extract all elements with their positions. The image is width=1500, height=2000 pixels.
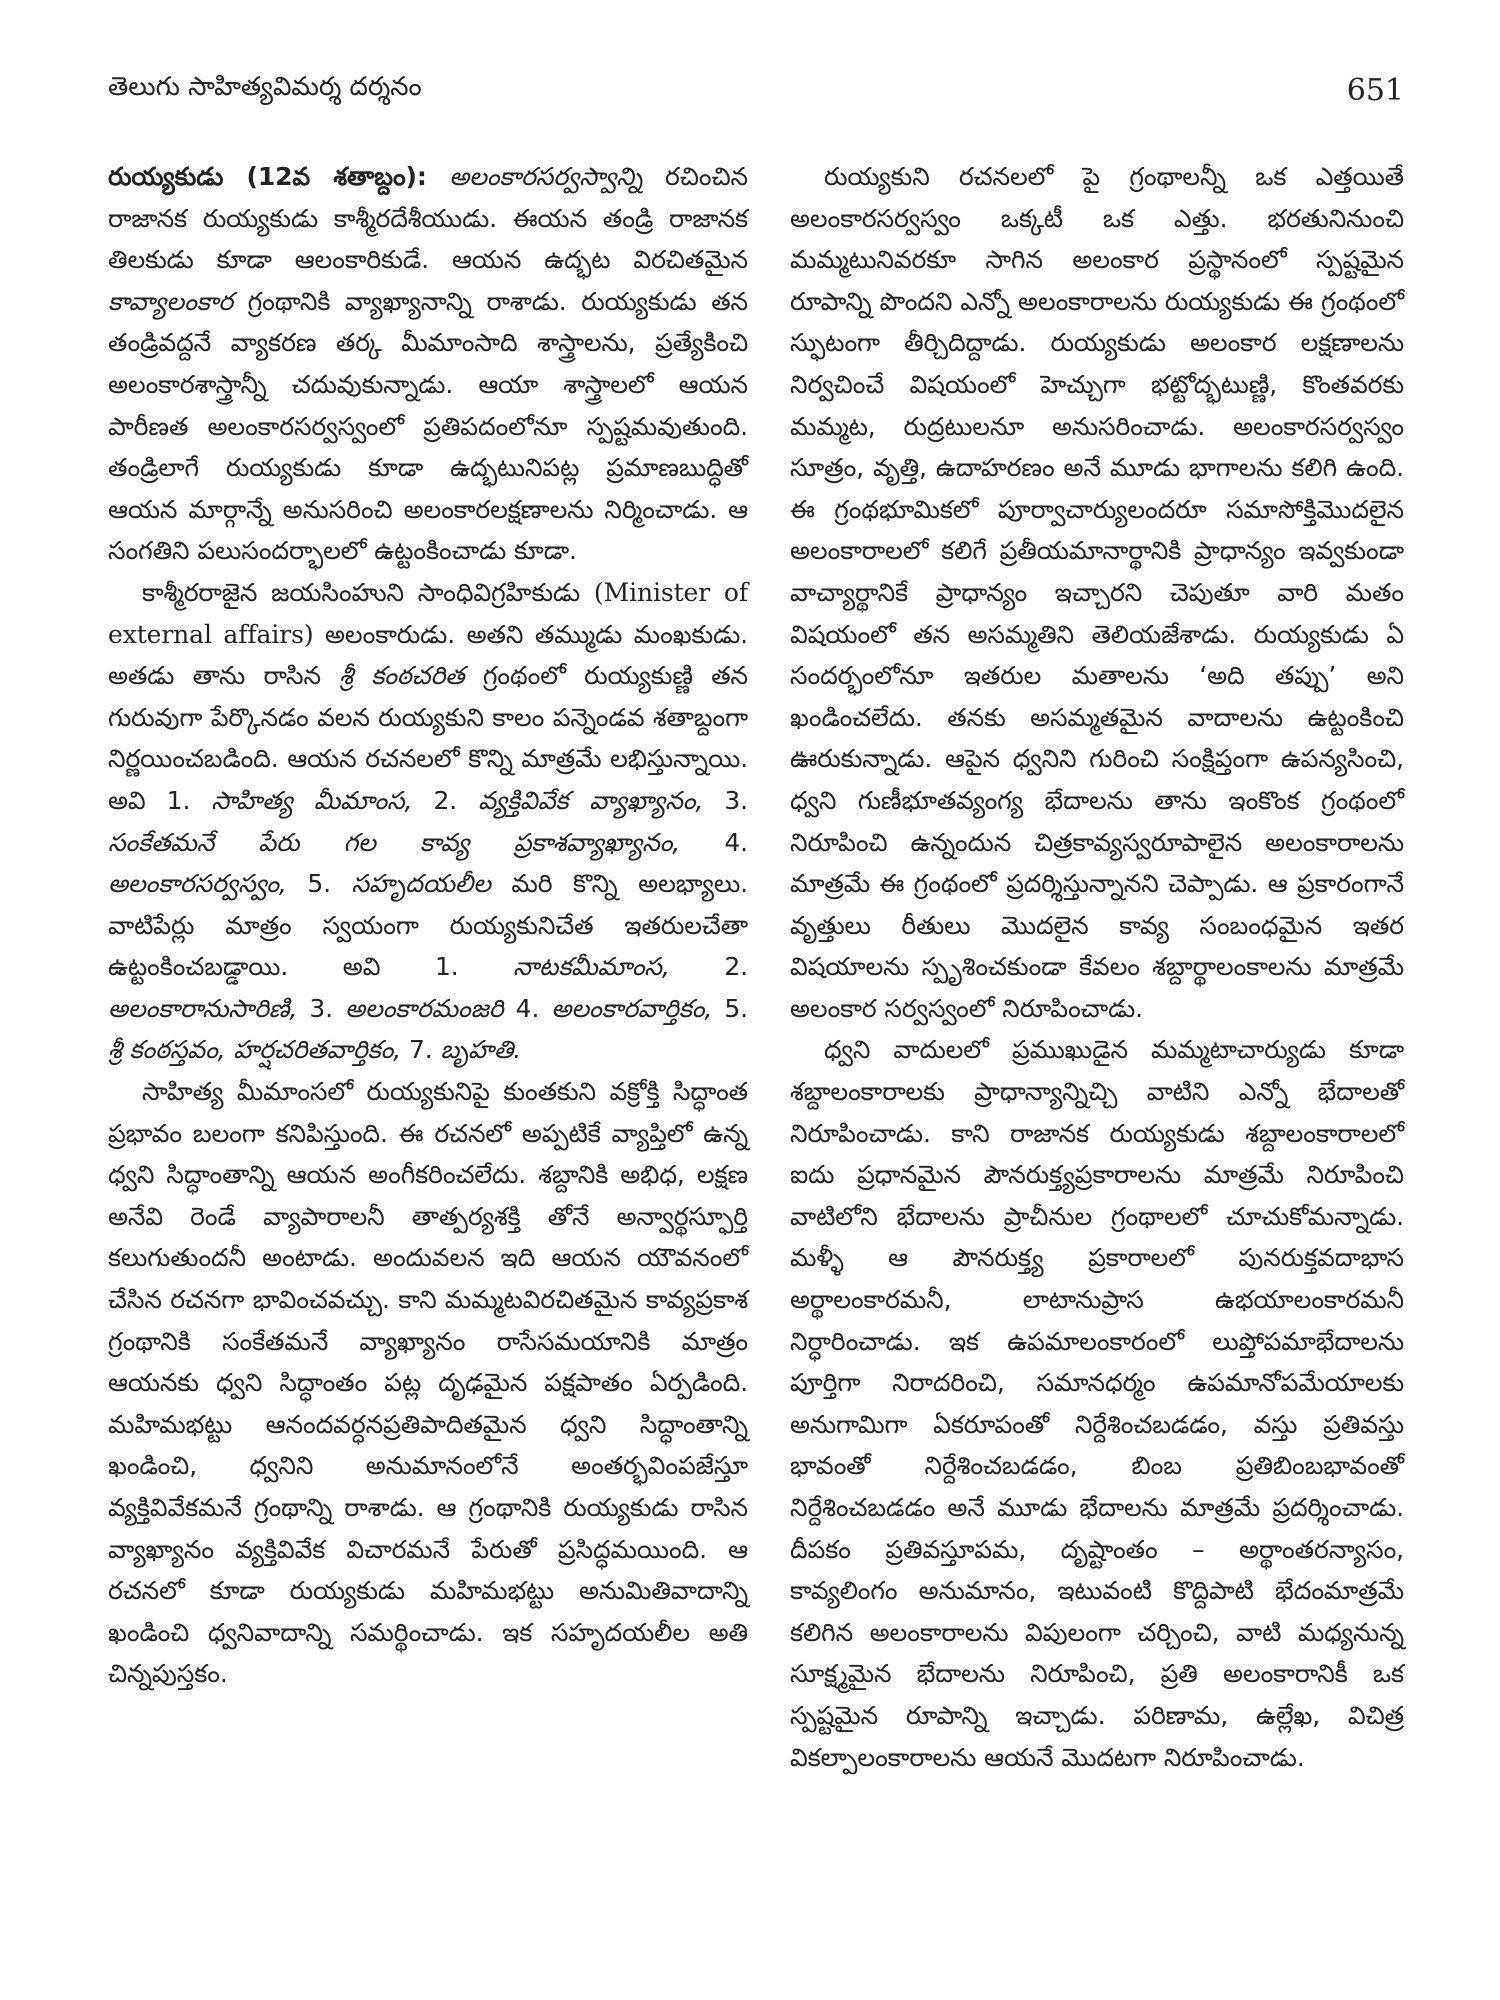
body-text: మరి కొన్ని అలభ్యాలు. వాటిపేర్లు మాత్రం స్వయంగా రుయ్యకునిచేత ఇతరులచేతా ఉట్టంకించబడ్డాయి. అవి 1.	[108, 869, 748, 982]
work-title: అలంకారానుసారిణి,	[108, 993, 298, 1023]
list-number: 4.	[515, 993, 540, 1023]
work-title: శ్రీ కంఠచరిత	[339, 661, 465, 691]
paragraph: రుయ్యకుని రచనలలో పై గ్రంథాలన్నీ ఒక ఎత్తయితే అలంకారసర్వస్వం ఒక్కటీ ఒక ఎత్తు. భరతునినుంచి మమ్మటునివరకూ సాగిన అలంకార ప్రస్థానంలో స్పష్టమైన రూపాన్ని పొందని ఎన్నో అలంకారాలను రుయ్యకుడు ఈ గ్రంథంలో స్ఫుటంగా తీర్చిదిద్దాడు. రుయ్యకుడు అలంకార లక్షణాలను నిర్వచించే విషయంలో హెచ్చుగా భట్టోద్భటుణ్ణి, కొంతవరకు మమ్మట, రుద్రటులనూ అనుసరించాడు. అలంకారసర్వస్వం సూత్రం, వృత్తి, ఉదాహరణం అనే మూడు భాగాలను కలిగి ఉంది. ఈ గ్రంథభూమికలో పూర్వాచార్యులందరూ సమాసోక్తిమొదలైన అలంకారాలలో కలిగే ప్రతీయమానార్థానికి ప్రాధాన్యం ఇవ్వకుండా వాచ్యార్థానికే ప్రాధాన్యం ఇచ్చారని చెపుతూ వారి మతం విషయంలో తన అసమ్మతిని తెలియజేశాడు. రుయ్యకుడు ఏ సందర్భంలోనూ ఇతరుల మతాలను ‘అది తప్పు’ అని ఖండించలేదు. తనకు అసమ్మతమైన వాదాలను ఉట్టంకించి ఊరుకున్నాడు. ఆపైన ధ్వనిని గురించి సంక్షిప్తంగా ఉపన్యసించి, ధ్వని గుణీభూతవ్యంగ్య భేదాలను తాను ఇంకొంక గ్రంథంలో నిరూపించి ఉన్నందున చిత్రకావ్యస్వరూపాలైన అలంకారాలను మాత్రమే ఈ గ్రంథంలో ప్రదర్శిస్తున్నానని చెప్పాడు. ఆ ప్రకారంగానే వృత్తులు రీతులు మొదలైన కావ్య సంబంధమైన ఇతర విషయాలను స్పృశించకుండా కేవలం శబ్దార్థాలంకాలను మాత్రమే అలంకార సర్వస్వంలో నిరూపించాడు.	[790, 162, 1404, 1023]
work-title: అలంకారవార్తికం,	[551, 993, 713, 1023]
section-heading: రుయ్యకుడు (12వ శతాబ్దం):	[108, 162, 427, 191]
work-title: సంకేతమనే పేరు గల కావ్య ప్రకాశవ్యాఖ్యానం,	[108, 827, 681, 857]
list-number: 5.	[307, 869, 331, 899]
work-title: వ్యక్తివివేక వ్యాఖ్యానం,	[478, 785, 704, 815]
body-text: రచించిన రాజానక రుయ్యకుడు కాశ్మీరదేశీయుడు. ఈయన తండ్రి రాజానక తిలకుడు కూడా ఆలంకారికుడే. ఆయన ఉద్భట విరచితమైన	[108, 162, 748, 275]
work-title: అలంకారసర్వస్వం,	[108, 869, 287, 899]
list-number: 3.	[724, 785, 749, 815]
list-number: 5.	[724, 993, 748, 1023]
work-title: అలంకారమంజరి	[345, 993, 504, 1023]
paragraph	[108, 572, 748, 1071]
work-title: నాటకమీమాంస,	[513, 952, 670, 982]
list-number: 2.	[724, 952, 748, 982]
paragraph: సాహిత్య మీమాంసలో రుయ్యకునిపై కుంతకుని వక్రోక్తి సిద్ధాంత ప్రభావం బలంగా కనిపిస్తుంది. ఈ రచనలో అప్పటికే వ్యాప్తిలో ఉన్న ధ్వని సిద్ధాంతాన్ని ఆయన అంగీకరించలేదు. శబ్దానికి అభిధ, లక్షణ అనేవి రెండే వ్యాపారాలనీ తాత్పర్యశక్తి తోనే అన్వార్థస్ఫూర్తి కలుగుతుందనీ అంటాడు. అందువలన ఇది ఆయన యౌవనంలో చేసిన రచనగా భావించవచ్చు. కాని మమ్మటవిరచితమైన కావ్యప్రకాశ గ్రంథానికి సంకేతమనే వ్యాఖ్యానం రాసేసమయానికి మాత్రం ఆయనకు ధ్వని సిద్ధాంతం పట్ల దృఢమైన పక్షపాతం ఏర్పడింది. మహిమభట్టు ఆనందవర్ధనప్రతిపాదితమైన ధ్వని సిద్ధాంతాన్ని ఖండించి, ధ్వనిని అనుమానంలోనే అంతర్భవింపజేస్తూ వ్యక్తివివేకమనే గ్రంథాన్ని రాశాడు. ఆ గ్రంథానికి రుయ్యకుడు రాసిన వ్యాఖ్యానం వ్యక్తివివేక విచారమనే పేరుతో ప్రసిద్ధమయింది. ఆ రచనలో కూడా రుయ్యకుడు మహిమభట్టు అనుమితివాదాన్ని ఖండించి ధ్వనివాదాన్ని సమర్థించాడు. ఇక సహృదయలీల అతి చిన్నపుస్తకం.	[108, 1077, 748, 1689]
paragraph	[108, 156, 748, 572]
running-title: తెలుగు సాహిత్యవిమర్శ దర్శనం	[108, 72, 422, 102]
list-number: 7.	[408, 1035, 433, 1065]
page-number: 651	[1346, 72, 1404, 108]
work-title: బృహతి.	[440, 1035, 522, 1065]
body-text: గ్రంథంలో రుయ్యకుణ్ణి తన గురువుగా పేర్కొనడం వలన రుయ్యకుని కాలం పన్నెండవ శతాబ్దంగా నిర్ణయించబడింది. ఆయన రచనలలో కొన్ని మాత్రమే లభిస్తున్నాయి. అవి 1.	[108, 661, 748, 815]
work-title: అలంకారసర్వస్వాన్ని	[449, 162, 643, 191]
work-title: సాహిత్య మీమాంస,	[211, 785, 413, 815]
page-header	[108, 66, 1404, 114]
english-gloss: (Minister of external affairs)	[108, 577, 748, 649]
left-column	[108, 156, 748, 1695]
list-number: 4.	[724, 827, 748, 857]
work-title: శ్రీ కంఠస్తవం, హర్షచరితవార్తికం,	[108, 1035, 402, 1065]
right-column	[790, 156, 1404, 1778]
list-number: 2.	[433, 785, 458, 815]
body-text: అలంకారుడు. అతని తమ్ముడు మంఖకుడు. అతడు తాను రాసిన	[108, 619, 748, 691]
work-title: కావ్యాలంకార	[108, 286, 233, 316]
body-text: కాశ్మీరరాజైన జయసింహుని సాంధివిగ్రహికుడు	[142, 577, 581, 607]
list-number: 3.	[309, 993, 333, 1023]
paragraph: ధ్వని వాదులలో ప్రముఖుడైన మమ్మటాచార్యుడు కూడా శబ్దాలంకారాలకు ప్రాధాన్యాన్నిచ్చి వాటిని ఎన్నో భేదాలతో నిరూపించాడు. కాని రాజానక రుయ్యకుడు శబ్దాలంకారాలలో ఐదు ప్రధానమైన పౌనరుక్త్యప్రకారాలను మాత్రమే నిరూపించి వాటిలోని భేదాలను ప్రాచీనుల గ్రంథాలలో చూచుకోమన్నాడు. మళ్ళీ ఆ పౌనరుక్త్య ప్రకారాలలో పునరుక్తవదాభాస అర్థాలంకారమనీ, లాటానుప్రాస ఉభయాలంకారమనీ నిర్ధారించాడు. ఇక ఉపమాలంకారంలో లుప్తోపమాభేదాలను పూర్తిగా నిరాదరించి, సమానధర్మం ఉపమానోపమేయాలకు అనుగామిగా ఏకరూపంతో నిర్దేశించబడడం, వస్తు ప్రతివస్తు భావంతో నిర్దేశించబడడం, బింబ ప్రతిబింబభావంతో నిర్దేశించబడడం అనే మూడు భేదాలను మాత్రమే ప్రదర్శించాడు. దీపకం ప్రతివస్తూపమ, దృష్టాంతం – అర్థాంతరన్యాసం, కావ్యలింగం అనుమానం, ఇటువంటి కొద్దిపాటి భేదంమాత్రమే కలిగిన అలంకారాలను విపులంగా చర్చించి, వాటి మధ్యనున్న సూక్ష్మమైన భేదాలను నిరూపించి, ప్రతి అలంకారానికీ ఒక స్పష్టమైన రూపాన్ని ఇచ్చాడు. పరిణామ, ఉల్లేఖ, విచిత్ర వికల్పాలంకారాలను ఆయనే మొదటగా నిరూపించాడు.	[790, 1035, 1404, 1772]
work-title: సహృదయలీల	[351, 869, 491, 899]
body-text: గ్రంథానికి వ్యాఖ్యానాన్ని రాశాడు. రుయ్యకుడు తన తండ్రివద్దనే వ్యాకరణ తర్క మీమాంసాది శాస్త్రాలను, ప్రత్యేకించి అలంకారశాస్త్రాన్నీ చదువుకున్నాడు. ఆయా శాస్త్రాలలో ఆయన పారీణత అలంకారసర్వస్వంలో ప్రతిపదంలోనూ స్పష్టమవుతుంది. తండ్రిలాగే రుయ్యకుడు కూడా ఉద్భటునిపట్ల ప్రమాణబుద్ధితో ఆయన మార్గాన్నే అనుసరించి అలంకారలక్షణాలను నిర్మించాడు. ఆ సంగతిని పలుసందర్భాలలో ఉట్టంకించాడు కూడా.	[108, 286, 748, 566]
